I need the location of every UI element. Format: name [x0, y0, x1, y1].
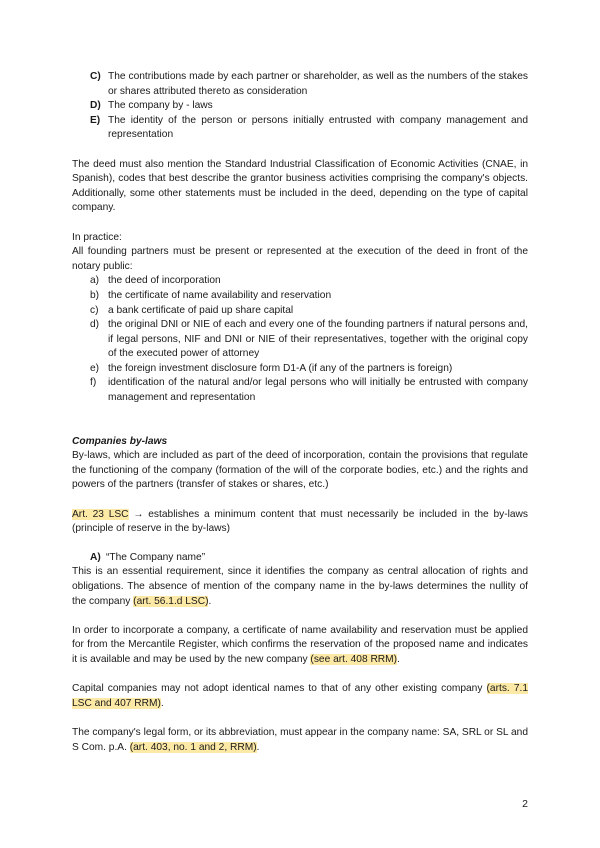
section-heading: Companies by-laws — [72, 435, 168, 447]
art23-text: → establishes a minimum content that must necessarily be included in the by-laws (principle of reserve in the by-laws) — [72, 508, 529, 535]
page-number: 2 — [522, 798, 528, 810]
list-marker: b) — [90, 289, 100, 301]
list-marker: f) — [90, 377, 97, 389]
legal-reference: (see art. 408 RRM) — [310, 653, 398, 665]
list-marker: D) — [90, 100, 101, 112]
list-item — [72, 289, 528, 304]
paragraph-end: . — [160, 697, 164, 709]
practice-intro: All founding partners must be present or represented at the execution of the deed in front of the notary public: — [72, 246, 528, 272]
subsection-heading — [72, 551, 528, 566]
list-item-text: The company by - laws — [108, 100, 213, 112]
list-marker: E) — [90, 114, 101, 126]
legal-reference: (art. 403, no. 1 and 2, RRM) — [129, 741, 257, 753]
list-item — [72, 114, 528, 143]
list-item-text: the original DNI or NIE of each and every one of the founding partners if natural persons and, if legal persons, NIF and DNI or NIE of their representatives, together with the original copy of the executed power of attorney — [108, 319, 528, 360]
list-marker: e) — [90, 362, 100, 374]
list-item-text: the foreign investment disclosure form D1-A (if any of the partners is foreign) — [108, 362, 453, 374]
paragraph-text: The company's legal form, or its abbreviation, must appear in the company name: SA, SRL or SL and S Com. p.A. — [72, 726, 528, 753]
paragraph-end: . — [208, 595, 212, 607]
contents-list — [72, 70, 528, 143]
list-item-text: The identity of the person or persons initially entrusted with company management and representation — [108, 114, 528, 141]
paragraph-text: Capital companies may not adopt identical names to that of any other existing company — [72, 683, 487, 695]
paragraph-text: This is an essential requirement, since it identifies the company as central allocation of rights and obligations. The absence of mention of the company name in the by-laws determines the nullity of the company — [72, 566, 528, 607]
list-item-text: The contributions made by each partner or shareholder, as well as the numbers of the stakes or shares attributed thereto as consideration — [108, 71, 528, 97]
list-item — [72, 318, 528, 362]
list-item-text: identification of the natural and/or legal persons who will initially be entrusted with company management and representation — [108, 377, 528, 404]
list-marker: c) — [90, 304, 99, 316]
subsection-marker: A) — [90, 551, 101, 563]
legal-reference: (art. 56.1.d LSC) — [133, 595, 209, 607]
list-item-text: a bank certificate of paid up share capital — [108, 304, 294, 316]
paragraph-end: . — [397, 653, 400, 665]
identical-names-paragraph — [72, 682, 528, 711]
list-item — [72, 70, 528, 99]
list-item — [72, 274, 528, 289]
document-page — [72, 70, 528, 755]
list-item — [72, 362, 528, 377]
paragraph-text: In order to incorporate a company, a certificate of name availability and reservation must be applied for from the Mercantile Register, which confirms the reservation of the proposed name and indicates it is available and may be used by the new company — [72, 624, 528, 665]
list-item-text: the deed of incorporation — [108, 275, 221, 287]
cnae-paragraph: The deed must also mention the Standard Industrial Classification of Economic Activities (CNAE, in Spanish), codes that best describe the grantor business activities comprising the company's objects. Additionally, some other statements must be included in the deed, depending on the type of capital company. — [72, 158, 528, 214]
list-marker: C) — [90, 71, 101, 82]
list-item — [72, 99, 528, 114]
practice-label: In practice: — [72, 231, 122, 243]
list-item — [72, 376, 528, 405]
list-item — [72, 304, 528, 319]
list-marker: d) — [90, 319, 100, 331]
list-marker: a) — [90, 275, 100, 287]
paragraph-end: . — [256, 741, 260, 753]
name-paragraph — [72, 565, 528, 609]
list-item-text: the certificate of name availability and reservation — [108, 289, 332, 301]
legal-reference: Art. 23 LSC — [72, 508, 129, 520]
practice-list — [72, 274, 528, 405]
certificate-paragraph — [72, 624, 528, 668]
art23-paragraph — [72, 508, 528, 537]
legal-reference: (arts. 7.1 LSC and 407 RRM) — [72, 683, 528, 709]
bylaws-paragraph: By-laws, which are included as part of the deed of incorporation, contain the provisions that regulate the functioning of the company (formation of the will of the corporate bodies, etc.) and the rights and powers of the partners (transfer of stakes or shares, etc.) — [72, 450, 528, 491]
legal-form-paragraph — [72, 726, 528, 755]
subsection-title: “The Company name” — [106, 551, 206, 563]
